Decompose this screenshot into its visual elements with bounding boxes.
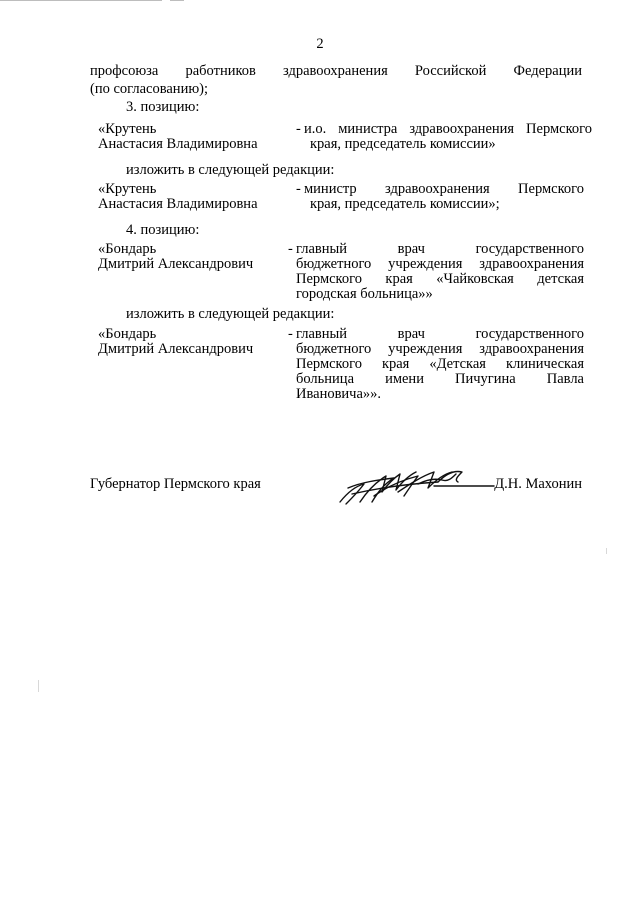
intro-word: Федерации [513,63,582,79]
desc-line: бюджетного учреждения здравоохранения [296,341,584,357]
margin-mark [38,680,39,692]
intro-line-2: (по согласованию); [90,81,209,97]
position-description [304,122,592,152]
person-name [98,182,288,212]
item4-old-entry [98,242,584,302]
desc-line: Ивановича»». [296,386,382,402]
item3-label: 3. позицию: [126,99,200,115]
dash: - [288,241,293,257]
person-name [98,242,288,272]
edit-instruction: изложить в следующей редакции: [126,162,335,178]
desc-line: Пермского края «Чайковская детская [296,271,584,287]
margin-mark [606,548,607,554]
person-name [98,122,288,152]
desc-line: и.о. министра здравоохранения Пермского [304,121,592,137]
signatory-name: Д.Н. Махонин [494,476,582,492]
edit-instruction: изложить в следующей редакции: [126,306,335,322]
desc-line: главный врач государственного [296,326,584,342]
desc-line: края, председатель комиссии» [310,136,496,152]
position-description [296,327,584,402]
intro-line-1 [90,62,582,80]
desc-line: Пермского края «Детская клиническая [296,356,584,372]
position-description [304,182,584,212]
item4-new-entry [98,327,584,402]
item4-label: 4. позицию: [126,222,200,238]
desc-line: бюджетного учреждения здравоохранения [296,256,584,272]
given-names: Дмитрий Александрович [98,341,254,357]
surname: «Крутень [98,121,157,137]
surname: «Крутень [98,181,157,197]
dash: - [296,121,301,137]
signature-block [90,476,582,496]
desc-line: министр здравоохранения Пермского [304,181,584,197]
dash: - [296,181,301,197]
surname: «Бондарь [98,241,157,257]
top-scan-line [0,0,162,1]
item3-old-entry [98,121,592,154]
dash: - [288,326,293,342]
intro-word: Российской [414,63,487,79]
person-name [98,327,288,357]
surname: «Бондарь [98,326,157,342]
item3-new-entry [98,182,584,214]
intro-word: работников [185,63,256,79]
desc-line: больница имени Пичугина Павла [296,371,584,387]
desc-line: края, председатель комиссии»; [310,196,500,212]
intro-paragraph [90,62,582,98]
top-scan-line-short [170,0,184,1]
page-number: 2 [316,36,324,52]
position-description [296,242,584,302]
intro-word: профсоюза [90,63,159,79]
desc-line: городская больница»» [296,286,433,302]
given-names: Дмитрий Александрович [98,256,254,272]
intro-word: здравоохранения [283,63,388,79]
given-names: Анастасия Владимировна [98,196,258,212]
desc-line: главный врач государственного [296,241,584,257]
signatory-position: Губернатор Пермского края [90,476,261,492]
given-names: Анастасия Владимировна [98,136,258,152]
handwritten-signature [338,462,498,510]
